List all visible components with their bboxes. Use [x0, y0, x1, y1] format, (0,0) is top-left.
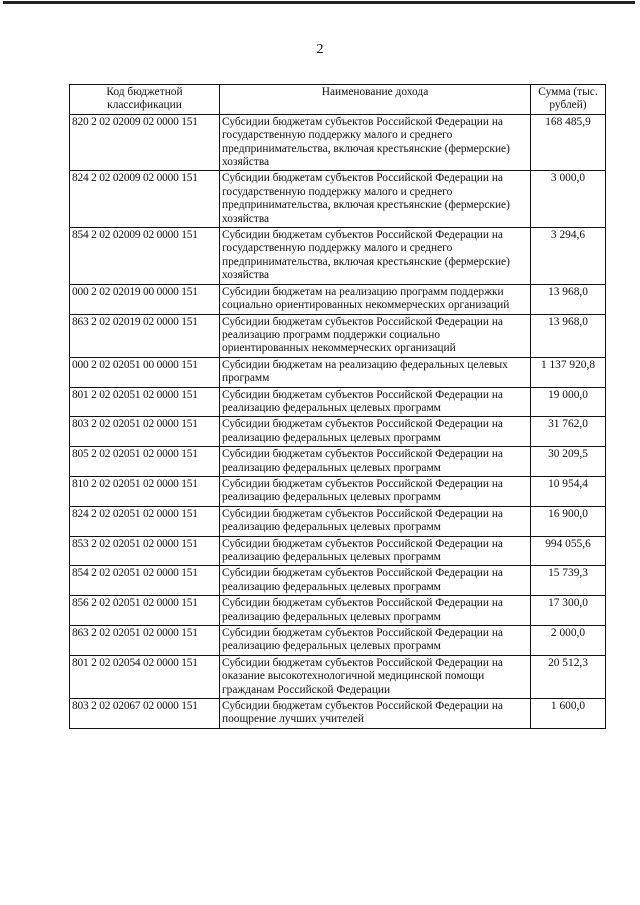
table-row [70, 596, 606, 626]
table-header-row [70, 85, 606, 115]
row-code: 805 2 02 02051 02 0000 151 [70, 447, 220, 477]
row-code: 863 2 02 02019 02 0000 151 [70, 314, 220, 357]
table-row [70, 506, 606, 536]
row-name: Субсидии бюджетам субъектов Российской Федерации на реализацию федеральных целевых программ [220, 596, 531, 626]
row-name: Субсидии бюджетам субъектов Российской Федерации на государственную поддержку малого и среднего предпринимательства, включая крестьянские (фермерские) хозяйства [220, 228, 531, 285]
row-name: Субсидии бюджетам субъектов Российской Федерации на реализацию федеральных целевых программ [220, 417, 531, 447]
row-name: Субсидии бюджетам субъектов Российской Федерации на реализацию федеральных целевых программ [220, 566, 531, 596]
row-name: Субсидии бюджетам субъектов Российской Федерации на государственную поддержку малого и среднего предпринимательства, включая крестьянские (фермерские) хозяйства [220, 114, 531, 171]
row-sum: 20 512,3 [531, 655, 606, 698]
row-sum: 31 762,0 [531, 417, 606, 447]
table-row [70, 387, 606, 417]
row-name: Субсидии бюджетам на реализацию программ поддержки социально ориентированных некоммерческих организаций [220, 284, 531, 314]
table-row [70, 447, 606, 477]
row-sum: 19 000,0 [531, 387, 606, 417]
row-code: 000 2 02 02019 00 0000 151 [70, 284, 220, 314]
row-sum: 30 209,5 [531, 447, 606, 477]
table-row [70, 171, 606, 228]
row-code: 803 2 02 02051 02 0000 151 [70, 417, 220, 447]
row-sum: 10 954,4 [531, 476, 606, 506]
row-sum: 13 968,0 [531, 314, 606, 357]
row-name: Субсидии бюджетам субъектов Российской Федерации на поощрение лучших учителей [220, 699, 531, 729]
row-name: Субсидии бюджетам субъектов Российской Федерации на реализацию программ поддержки социально ориентированных некоммерческих организаций [220, 314, 531, 357]
row-sum: 15 739,3 [531, 566, 606, 596]
row-sum: 13 968,0 [531, 284, 606, 314]
table-row [70, 626, 606, 656]
row-name: Субсидии бюджетам субъектов Российской Федерации на реализацию федеральных целевых программ [220, 476, 531, 506]
row-sum: 994 055,6 [531, 536, 606, 566]
row-sum: 1 137 920,8 [531, 357, 606, 387]
row-code: 824 2 02 02009 02 0000 151 [70, 171, 220, 228]
table-row [70, 284, 606, 314]
table-row [70, 417, 606, 447]
table-row [70, 536, 606, 566]
row-sum: 3 294,6 [531, 228, 606, 285]
header-sum: Сумма (тыс. рублей) [531, 85, 606, 115]
top-rule [3, 1, 635, 4]
row-name: Субсидии бюджетам субъектов Российской Федерации на оказание высокотехнологичной медицинской помощи гражданам Российской Федерации [220, 655, 531, 698]
table-row [70, 357, 606, 387]
row-sum: 2 000,0 [531, 626, 606, 656]
row-name: Субсидии бюджетам субъектов Российской Федерации на реализацию федеральных целевых программ [220, 387, 531, 417]
row-name: Субсидии бюджетам на реализацию федеральных целевых программ [220, 357, 531, 387]
row-name: Субсидии бюджетам субъектов Российской Федерации на реализацию федеральных целевых программ [220, 447, 531, 477]
header-code: Код бюджетной классификации [70, 85, 220, 115]
row-code: 824 2 02 02051 02 0000 151 [70, 506, 220, 536]
row-sum: 17 300,0 [531, 596, 606, 626]
row-code: 801 2 02 02054 02 0000 151 [70, 655, 220, 698]
page-number: 2 [316, 42, 324, 57]
header-name: Наименование дохода [220, 85, 531, 115]
table-row [70, 114, 606, 171]
row-name: Субсидии бюджетам субъектов Российской Федерации на реализацию федеральных целевых программ [220, 506, 531, 536]
row-code: 854 2 02 02009 02 0000 151 [70, 228, 220, 285]
table-row [70, 566, 606, 596]
row-sum: 16 900,0 [531, 506, 606, 536]
row-sum: 1 600,0 [531, 699, 606, 729]
row-code: 863 2 02 02051 02 0000 151 [70, 626, 220, 656]
row-name: Субсидии бюджетам субъектов Российской Федерации на государственную поддержку малого и среднего предпринимательства, включая крестьянские (фермерские) хозяйства [220, 171, 531, 228]
table-row [70, 228, 606, 285]
table-row [70, 699, 606, 729]
row-code: 853 2 02 02051 02 0000 151 [70, 536, 220, 566]
income-table [69, 84, 606, 729]
row-sum: 168 485,9 [531, 114, 606, 171]
row-code: 000 2 02 02051 00 0000 151 [70, 357, 220, 387]
table-row [70, 476, 606, 506]
row-code: 801 2 02 02051 02 0000 151 [70, 387, 220, 417]
row-code: 803 2 02 02067 02 0000 151 [70, 699, 220, 729]
row-code: 820 2 02 02009 02 0000 151 [70, 114, 220, 171]
row-code: 856 2 02 02051 02 0000 151 [70, 596, 220, 626]
table-row [70, 314, 606, 357]
row-name: Субсидии бюджетам субъектов Российской Федерации на реализацию федеральных целевых программ [220, 536, 531, 566]
row-code: 810 2 02 02051 02 0000 151 [70, 476, 220, 506]
row-code: 854 2 02 02051 02 0000 151 [70, 566, 220, 596]
row-sum: 3 000,0 [531, 171, 606, 228]
row-name: Субсидии бюджетам субъектов Российской Федерации на реализацию федеральных целевых программ [220, 626, 531, 656]
table-row [70, 655, 606, 698]
